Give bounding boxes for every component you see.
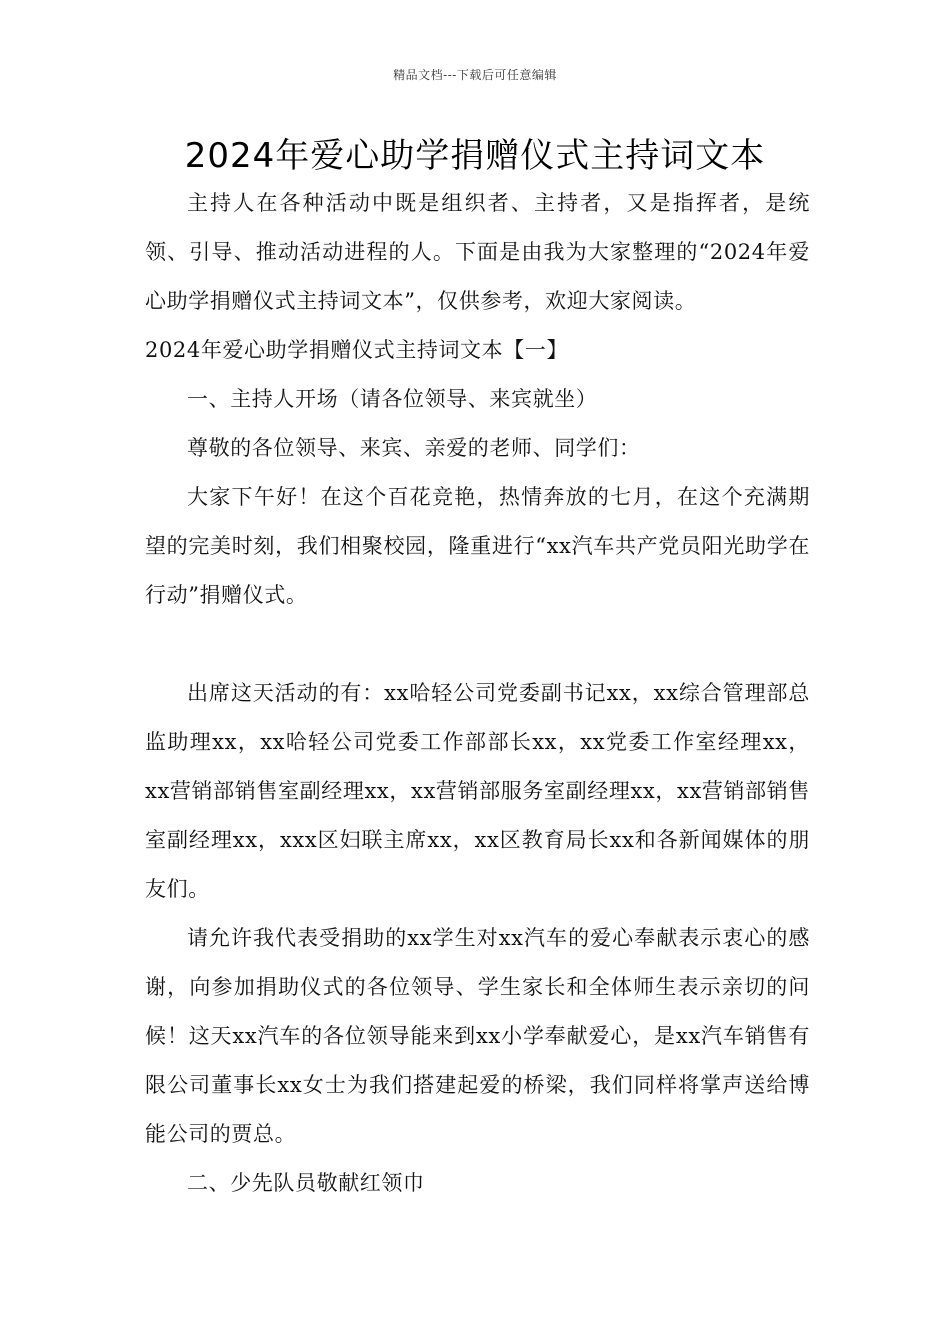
section-heading: 2024年爱心助学捐赠仪式主持词文本【一】 (145, 338, 569, 362)
document-body (145, 179, 810, 1208)
document-title: 2024年爱心助学捐赠仪式主持词文本 (184, 136, 766, 176)
intro-paragraph: 主持人在各种活动中既是组织者、主持者，又是指挥者，是统领、引导、推动活动进程的人。下面是由我为大家整理的“2024年爱心助学捐赠仪式主持词文本”，仅供参考，欢迎大家阅读。 (145, 191, 810, 313)
body-paragraph: 出席这天活动的有：xx哈轻公司党委副书记xx，xx综合管理部总监助理xx，xx哈轻公司党委工作部部长xx，xx党委工作室经理xx，xx营销部销售室副经理xx，xx营销部服务室副经理xx，xx营销部销售室副经理xx，xxx区妇联主席xx，xx区教育局长xx和各新闻媒体的朋友们。 (145, 681, 810, 901)
page-header: 精品文档---下载后可任意编辑 (393, 68, 557, 82)
salutation: 尊敬的各位领导、来宾、亲爱的老师、同学们： (187, 436, 641, 460)
body-paragraph: 大家下午好！在这个百花竞艳，热情奔放的七月，在这个充满期望的完美时刻，我们相聚校园，隆重进行“xx汽车共产党员阳光助学在行动”捐赠仪式。 (145, 485, 810, 607)
subheading-red-scarf: 二、少先队员敬献红领巾 (187, 1171, 425, 1195)
body-paragraph: 请允许我代表受捐助的xx学生对xx汽车的爱心奉献表示衷心的感谢，向参加捐助仪式的各位领导、学生家长和全体师生表示亲切的问候！这天xx汽车的各位领导能来到xx小学奉献爱心，是xx汽车销售有限公司董事长xx女士为我们搭建起爱的桥梁，我们同样将掌声送给博能公司的贾总。 (145, 926, 810, 1146)
subheading-opening: 一、主持人开场（请各位领导、来宾就坐） (187, 387, 598, 411)
